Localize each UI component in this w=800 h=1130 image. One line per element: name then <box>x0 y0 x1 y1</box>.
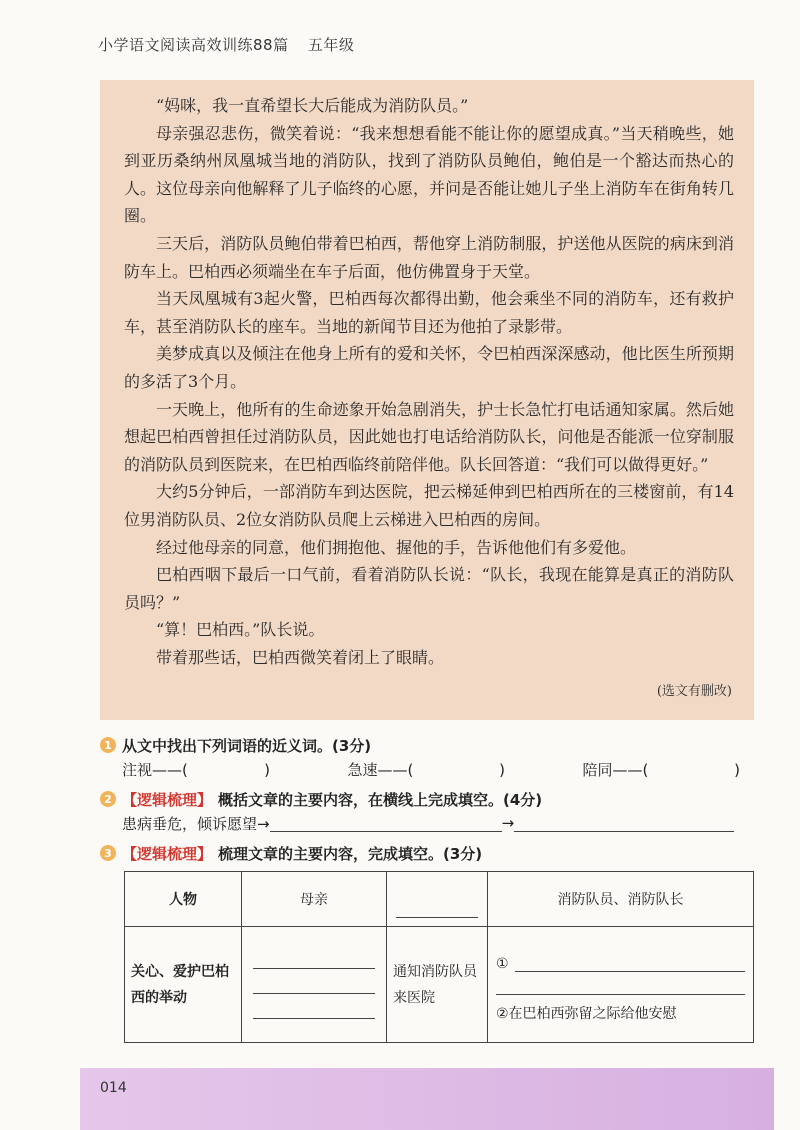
answer-blank[interactable] <box>396 899 478 918</box>
summary-table <box>124 871 754 1043</box>
table-row-label: 关心、爱护巴柏西的举动 <box>125 927 242 1043</box>
question-2 <box>100 787 760 835</box>
synonym-item[interactable]: 注视——( ) <box>122 760 271 779</box>
passage-paragraph: “妈咪，我一直希望长大后能成为消防队员。” <box>156 96 469 115</box>
page-number: 014 <box>100 1080 127 1096</box>
synonym-item[interactable]: 陪同——( ) <box>582 760 740 779</box>
question-tag: 【逻辑梳理】 <box>122 790 213 809</box>
question-number-badge: 2 <box>100 791 116 807</box>
grade-label: 五年级 <box>307 36 355 54</box>
question-text: 梳理文章的主要内容，完成填空。(3分) <box>218 844 483 863</box>
source-note: (选文有删改) <box>656 684 732 700</box>
question-1 <box>100 733 760 781</box>
summary-prefix: 患病垂危，倾诉愿望→ <box>122 814 270 833</box>
answer-blank[interactable] <box>253 950 375 969</box>
passage-paragraph: 巴柏西咽下最后一口气前，看着消防队长说：“队长，我现在能算是真正的消防队员吗？” <box>124 565 734 612</box>
answer-blank[interactable] <box>515 955 745 972</box>
page-header <box>98 34 368 55</box>
passage-paragraph: 三天后，消防队员鲍伯带着巴柏西，帮他穿上消防制服，护送他从医院的病床到消防车上。巴柏西必须端坐在车子后面，他仿佛置身于天堂。 <box>124 233 734 281</box>
mother-actions-cell[interactable] <box>242 927 387 1043</box>
passage-paragraph: 美梦成真以及倾注在他身上所有的爱和关怀，令巴柏西深深感动，他比医生所预期的多活了3个月。 <box>124 344 734 391</box>
question-tag: 【逻辑梳理】 <box>122 844 213 863</box>
answer-blank[interactable] <box>270 815 502 832</box>
passage-paragraph: 一天晚上，他所有的生命迹象开始急剧消失，护士长急忙打电话通知家属。然后她想起巴柏西曾担任过消防队员，因此她也打电话给消防队长，问他是否能派一位穿制服的消防队员到医院来，在巴柏西临终前陪伴他。队长回答道：“我们可以做得更好。” <box>124 399 734 474</box>
reading-passage <box>100 80 754 720</box>
question-3 <box>100 841 760 865</box>
table-header-blank[interactable] <box>387 872 488 927</box>
comfort-item: ②在巴柏西弥留之际给他安慰 <box>496 1006 677 1022</box>
notify-firefighters-cell: 通知消防队员来医院 <box>387 927 488 1043</box>
passage-paragraph: 当天凤凰城有3起火警，巴柏西每次都得出勤，他会乘坐不同的消防车，还有救护车，甚至消防队长的座车。当地的新闻节目还为他拍了录影带。 <box>124 289 734 336</box>
footer-bar <box>80 1068 774 1130</box>
synonym-item[interactable]: 急速——( ) <box>347 760 505 779</box>
answer-blank[interactable] <box>496 972 745 995</box>
passage-paragraph: 大约5分钟后，一部消防车到达医院，把云梯延伸到巴柏西所在的三楼窗前，有14位男消防队员、2位女消防队员爬上云梯进入巴柏西的房间。 <box>124 482 734 529</box>
firefighter-actions-cell[interactable] <box>488 927 754 1043</box>
answer-blank[interactable] <box>514 815 734 832</box>
question-text: 概括文章的主要内容，在横线上完成填空。(4分) <box>218 790 543 809</box>
passage-paragraph: 母亲强忍悲伤，微笑着说：“我来想想看能不能让你的愿望成真。”当天稍晚些，她到亚历桑纳州凤凰城当地的消防队，找到了消防队员鲍伯，鲍伯是一个豁达而热心的人。这位母亲向他解释了儿子临终的心愿，并问是否能让她儿子坐上消防车在街角转几圈。 <box>124 123 734 226</box>
table-header-person: 人物 <box>125 872 242 927</box>
answer-blank[interactable] <box>253 975 375 994</box>
arrow-symbol: → <box>501 814 515 832</box>
question-number-badge: 1 <box>100 737 116 753</box>
table-header-firefighters: 消防队员、消防队长 <box>488 872 754 927</box>
item-marker: ① <box>496 956 509 972</box>
passage-paragraph: “算！巴柏西。”队长说。 <box>156 620 325 640</box>
passage-paragraph: 经过他母亲的同意，他们拥抱他、握他的手，告诉他他们有多爱他。 <box>156 537 637 557</box>
question-number-badge: 3 <box>100 845 116 861</box>
passage-paragraph: 带着那些话，巴柏西微笑着闭上了眼睛。 <box>156 647 445 667</box>
answer-blank[interactable] <box>253 1000 375 1019</box>
book-title: 小学语文阅读高效训练88篇 <box>98 36 289 54</box>
question-text: 从文中找出下列词语的近义词。(3分) <box>122 736 372 755</box>
table-header-mother: 母亲 <box>242 872 387 927</box>
